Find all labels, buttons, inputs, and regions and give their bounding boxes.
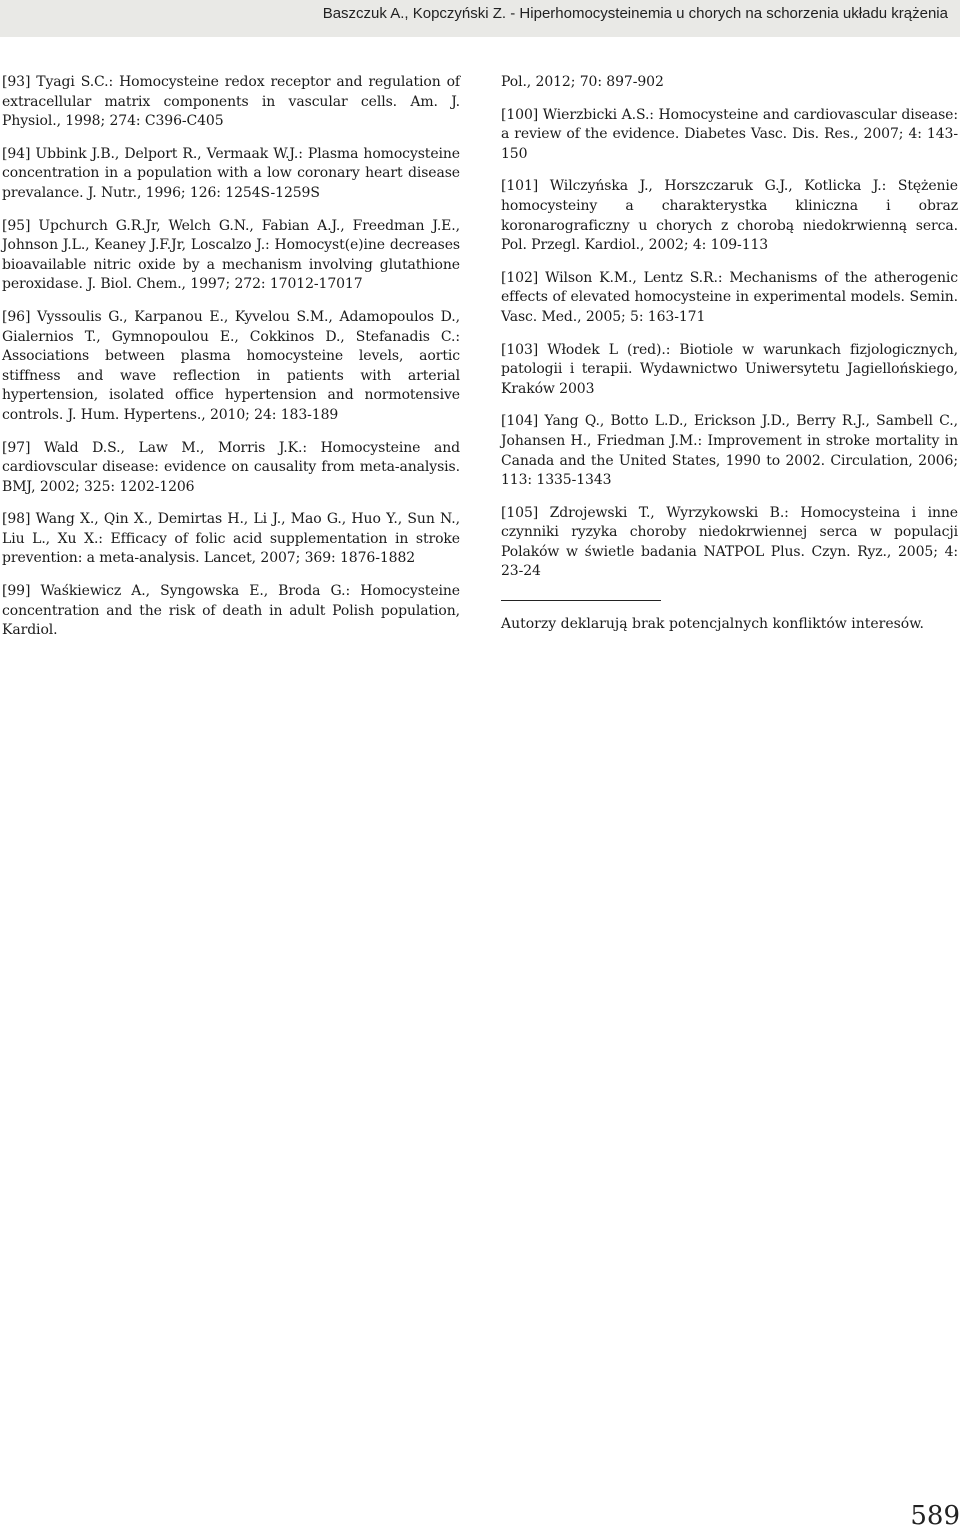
footnote-divider bbox=[501, 600, 661, 601]
reference-95: [95] Upchurch G.R.Jr, Welch G.N., Fabian A.J., Freedman J.E., Johnson J.L., Keaney J.F.Jr, Loscalzo J.: Homocyst(e)ine decreases bioavailable nitric oxide by a mechanism involving glutathione peroxidase. J. Biol. Chem., 1997; 272: 17012-17017 bbox=[2, 217, 460, 293]
reference-104: [104] Yang Q., Botto L.D., Erickson J.D., Berry R.J., Sambell C., Johansen H., Friedman J.M.: Improvement in stroke mortality in Canada and the United States, 1990 to 2002. Circulation, 2006; 113: 1335-1343 bbox=[501, 413, 958, 489]
reference-100: [100] Wierzbicki A.S.: Homocysteine and cardiovascular disease: a review of the evidence. Diabetes Vasc. Dis. Res., 2007; 4: 143-150 bbox=[501, 106, 958, 162]
reference-99: [99] Waśkiewicz A., Syngowska E., Broda G.: Homocysteine concentration and the risk of death in adult Polish population, Kardiol. bbox=[2, 583, 460, 639]
reference-98: [98] Wang X., Qin X., Demirtas H., Li J., Mao G., Huo Y., Sun N., Liu L., Xu X.: Efficacy of folic acid supplementation in stroke prevention: a meta-analysis. Lancet, 2007; 369: 1876-1882 bbox=[2, 511, 460, 567]
reference-103: [103] Włodek L (red).: Biotiole w warunkach fizjologicznych, patologii i terapii. Wydawnictwo Uniwersytetu Jagiellońskiego, Kraków 2003 bbox=[501, 341, 958, 397]
page-number: 589 bbox=[910, 1501, 960, 1531]
reference-94: [94] Ubbink J.B., Delport R., Vermaak W.J.: Plasma homocysteine concentration in a population with a low coronary heart disease prevalance. J. Nutr., 1996; 126: 1254S-1259S bbox=[2, 145, 460, 201]
references-right-column bbox=[501, 73, 958, 635]
reference-93: [93] Tyagi S.C.: Homocysteine redox receptor and regulation of extracellular matrix components in vascular cells. Am. J. Physiol., 1998; 274: C396-C405 bbox=[2, 74, 460, 130]
reference-101: [101] Wilczyńska J., Horszczaruk G.J., Kotlicka J.: Stężenie homocysteiny a charakterystka kliniczna i obraz koronarograficzny u chorych z chorobą niedokrwienną serca. Pol. Przegl. Kardiol., 2002; 4: 109-113 bbox=[501, 178, 958, 254]
running-header bbox=[0, 0, 960, 37]
reference-97: [97] Wald D.S., Law M., Morris J.K.: Homocysteine and cardiovscular disease: evidence on causality from meta-analysis. BMJ, 2002; 325: 1202-1206 bbox=[2, 439, 460, 495]
reference-105: [105] Zdrojewski T., Wyrzykowski B.: Homocysteina i inne czynniki ryzyka choroby niedokrwiennej serca w populacji Polaków w świetle badania NATPOL Plus. Czyn. Ryz., 2005; 4: 23-24 bbox=[501, 504, 958, 580]
running-title: Baszczuk A., Kopczyński Z. - Hiperhomocysteinemia u chorych na schorzenia układu krążenia bbox=[322, 5, 948, 22]
reference-102: [102] Wilson K.M., Lentz S.R.: Mechanisms of the atherogenic effects of elevated homocysteine in experimental models. Semin. Vasc. Med., 2005; 5: 163-171 bbox=[501, 269, 958, 325]
conflict-of-interest-statement: Autorzy deklarują brak potencjalnych konfliktów interesów. bbox=[501, 616, 924, 633]
references-left-column bbox=[2, 73, 460, 654]
reference-96: [96] Vyssoulis G., Karpanou E., Kyvelou S.M., Adamopoulos D., Gialernios T., Gymnopoulou E., Cokkinos D., Stefanadis C.: Associations between plasma homocysteine levels, aortic stiffness and wave reflection in patients with arterial hypertension, isolated office hypertension and normotensive controls. J. Hum. Hypertens., 2010; 24: 183-189 bbox=[2, 308, 460, 423]
reference-99-continued: Pol., 2012; 70: 897-902 bbox=[501, 74, 664, 90]
